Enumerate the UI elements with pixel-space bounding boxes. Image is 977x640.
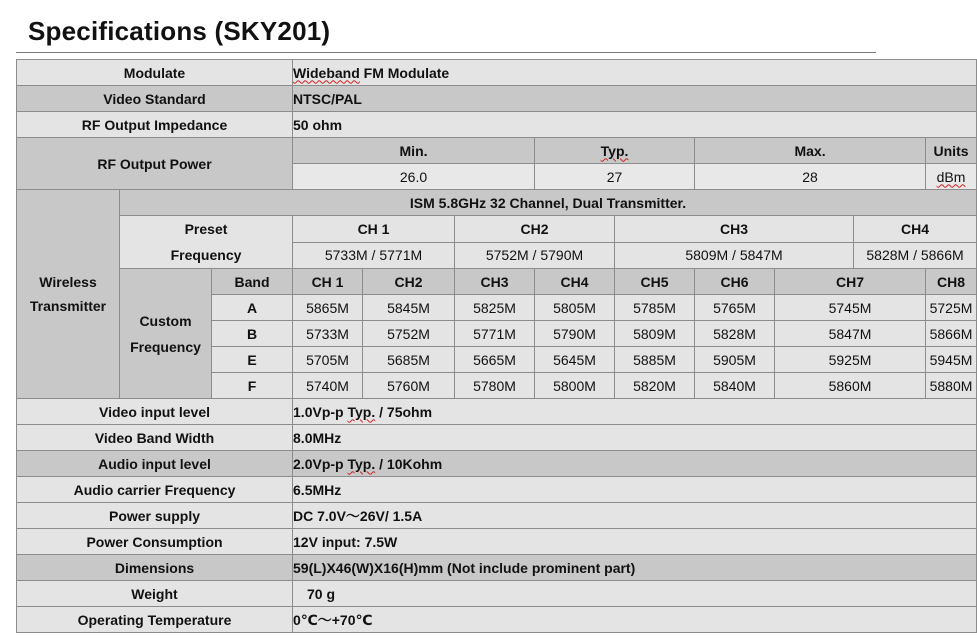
freq-cell: 5785M <box>615 295 695 321</box>
wireless-banner: ISM 5.8GHz 32 Channel, Dual Transmitter. <box>120 190 977 216</box>
custom-ch6: CH6 <box>695 269 775 295</box>
rf-power-header-units: Units <box>926 138 977 164</box>
label-video-standard: Video Standard <box>17 86 293 112</box>
freq-cell: 5733M <box>293 321 363 347</box>
row-dimensions <box>17 555 977 581</box>
row-weight <box>17 581 977 607</box>
preset-freq-ch4: 5828M / 5866M <box>854 242 977 269</box>
freq-cell: 5645M <box>535 347 615 373</box>
row-video-band <box>17 425 977 451</box>
value-dimensions: 59(L)X46(W)X16(H)mm (Not include prominent part) <box>293 555 977 581</box>
freq-cell: 5805M <box>535 295 615 321</box>
label-rf-power: RF Output Power <box>17 138 293 190</box>
row-modulate <box>17 60 977 86</box>
row-power-supply <box>17 503 977 529</box>
value-rf-impedance: 50 ohm <box>293 112 977 138</box>
freq-cell: 5745M <box>775 295 926 321</box>
spec-table <box>16 59 977 633</box>
rf-power-header-min: Min. <box>293 138 535 164</box>
title-divider <box>16 52 876 53</box>
row-custom-header <box>17 269 977 295</box>
custom-ch8: CH8 <box>926 269 977 295</box>
label-dimensions: Dimensions <box>17 555 293 581</box>
value-power-consumption: 12V input: 7.5W <box>293 529 977 555</box>
freq-cell: 5847M <box>775 321 926 347</box>
freq-cell: 5725M <box>926 295 977 321</box>
label-audio-carrier: Audio carrier Frequency <box>17 477 293 503</box>
band-label: F <box>212 373 293 399</box>
label-custom-frequency: Custom Frequency <box>120 269 212 399</box>
freq-cell: 5845M <box>363 295 455 321</box>
rf-power-typ: 27 <box>535 164 695 190</box>
label-video-band: Video Band Width <box>17 425 293 451</box>
custom-ch5: CH5 <box>615 269 695 295</box>
preset-ch3: CH3 <box>615 216 854 243</box>
freq-cell: 5685M <box>363 347 455 373</box>
custom-ch2: CH2 <box>363 269 455 295</box>
label-video-input: Video input level <box>17 399 293 425</box>
band-label: A <box>212 295 293 321</box>
freq-cell: 5740M <box>293 373 363 399</box>
page-title: Specifications (SKY201) <box>28 16 331 46</box>
label-power-consumption: Power Consumption <box>17 529 293 555</box>
freq-cell: 5905M <box>695 347 775 373</box>
value-operating-temp: 0℃～+70℃ <box>293 607 977 633</box>
row-video-standard <box>17 86 977 112</box>
label-power-supply: Power supply <box>17 503 293 529</box>
rf-power-min: 26.0 <box>293 164 535 190</box>
freq-cell: 5752M <box>363 321 455 347</box>
freq-cell: 5760M <box>363 373 455 399</box>
freq-cell: 5771M <box>455 321 535 347</box>
freq-cell: 5885M <box>615 347 695 373</box>
value-audio-input: 2.0Vp-p Typ. / 10Kohm <box>293 451 977 477</box>
band-label: E <box>212 347 293 373</box>
value-modulate: Wideband FM Modulate <box>293 60 977 86</box>
preset-ch2: CH2 <box>455 216 615 243</box>
freq-cell: 5828M <box>695 321 775 347</box>
value-weight: 70 g <box>293 581 977 607</box>
value-power-supply: DC 7.0V～26V/ 1.5A <box>293 503 977 529</box>
row-audio-input <box>17 451 977 477</box>
custom-ch1: CH 1 <box>293 269 363 295</box>
rf-power-header-typ: Typ. <box>535 138 695 164</box>
preset-freq-ch2: 5752M / 5790M <box>455 242 615 269</box>
freq-cell: 5705M <box>293 347 363 373</box>
freq-cell: 5665M <box>455 347 535 373</box>
freq-cell: 5866M <box>926 321 977 347</box>
custom-ch7: CH7 <box>775 269 926 295</box>
freq-cell: 5765M <box>695 295 775 321</box>
freq-cell: 5945M <box>926 347 977 373</box>
value-audio-carrier: 6.5MHz <box>293 477 977 503</box>
row-rf-power-header <box>17 138 977 164</box>
row-power-consumption <box>17 529 977 555</box>
label-operating-temp: Operating Temperature <box>17 607 293 633</box>
freq-cell: 5800M <box>535 373 615 399</box>
value-video-standard: NTSC/PAL <box>293 86 977 112</box>
freq-cell: 5809M <box>615 321 695 347</box>
preset-freq-ch1: 5733M / 5771M <box>293 242 455 269</box>
freq-cell: 5825M <box>455 295 535 321</box>
preset-ch4: CH4 <box>854 216 977 243</box>
label-wireless-transmitter: Wireless Transmitter <box>17 190 120 399</box>
preset-freq-ch3: 5809M / 5847M <box>615 242 854 269</box>
row-preset-channels <box>17 216 977 243</box>
label-weight: Weight <box>17 581 293 607</box>
rf-power-units: dBm <box>926 164 977 190</box>
row-wireless-banner <box>17 190 977 216</box>
custom-ch3: CH3 <box>455 269 535 295</box>
label-preset-frequency: Preset Frequency <box>120 216 293 269</box>
row-video-input <box>17 399 977 425</box>
freq-cell: 5865M <box>293 295 363 321</box>
rf-power-header-max: Max. <box>695 138 926 164</box>
freq-cell: 5925M <box>775 347 926 373</box>
value-video-band: 8.0MHz <box>293 425 977 451</box>
value-video-input: 1.0Vp-p Typ. / 75ohm <box>293 399 977 425</box>
label-rf-impedance: RF Output Impedance <box>17 112 293 138</box>
label-audio-input: Audio input level <box>17 451 293 477</box>
freq-cell: 5780M <box>455 373 535 399</box>
freq-cell: 5880M <box>926 373 977 399</box>
custom-ch4: CH4 <box>535 269 615 295</box>
preset-ch1: CH 1 <box>293 216 455 243</box>
row-operating-temp <box>17 607 977 633</box>
rf-power-max: 28 <box>695 164 926 190</box>
custom-band-header: Band <box>212 269 293 295</box>
row-rf-impedance <box>17 112 977 138</box>
band-label: B <box>212 321 293 347</box>
freq-cell: 5860M <box>775 373 926 399</box>
freq-cell: 5790M <box>535 321 615 347</box>
freq-cell: 5820M <box>615 373 695 399</box>
row-audio-carrier <box>17 477 977 503</box>
label-modulate: Modulate <box>17 60 293 86</box>
freq-cell: 5840M <box>695 373 775 399</box>
